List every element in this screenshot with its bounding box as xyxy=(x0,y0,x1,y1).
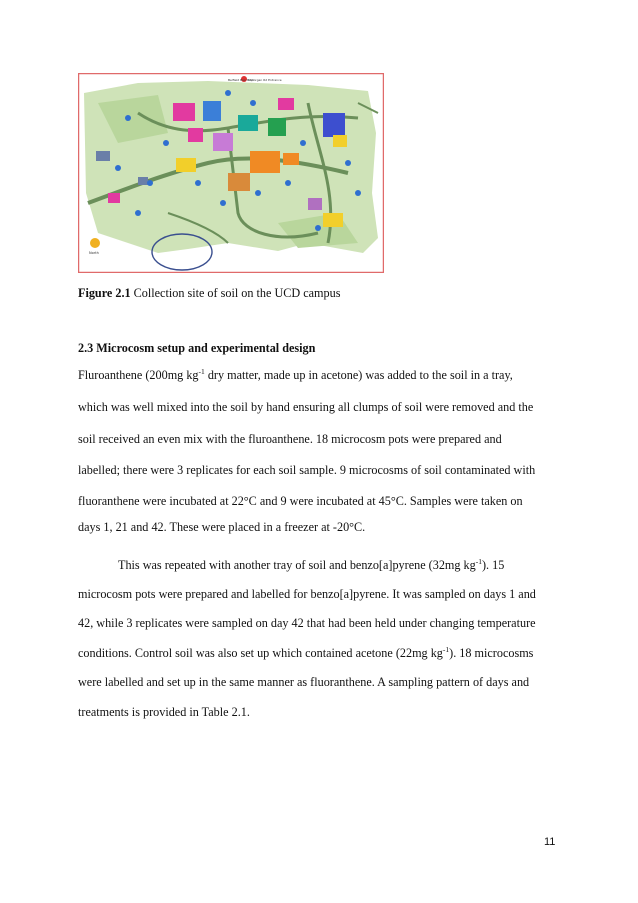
map-label-bus-stop: Belfield Bus Stop xyxy=(228,78,254,82)
north-arrow-icon xyxy=(90,238,100,248)
building-blue xyxy=(203,101,221,121)
building-purple xyxy=(213,133,233,151)
p2-line-4: conditions. Control soil was also set up which contained acetone (22mg $kg^{-1}$). 18 microcosms xyxy=(78,645,534,660)
campus-map xyxy=(78,73,384,273)
p1-line-5: fluoranthene were incubated at 22°C and 9 were incubated at 45°C. Samples were taken on xyxy=(78,494,523,508)
collection-site-highlight xyxy=(148,231,218,271)
building-teal xyxy=(238,115,258,131)
p1-line-3: soil received an even mix with the fluroanthene. 18 microcosm pots were prepared and xyxy=(78,432,502,446)
section-heading: 2.3 Microcosm setup and experimental design xyxy=(78,341,316,355)
collection-site-circle xyxy=(152,234,212,270)
figure-label: Figure 2.1 xyxy=(78,286,131,300)
p2-line-5: were labelled and set up in the same manner as fluoranthene. A sampling pattern of days and xyxy=(78,675,530,689)
p2-line-3: 42, while 3 replicates were sampled on day 42 that had been held under changing temperature xyxy=(78,616,536,630)
map-label-north: North xyxy=(89,251,99,255)
p2-line-2: microcosm pots were prepared and labelled for benzo[a]pyrene. It was sampled on days 1 and xyxy=(78,587,536,601)
p1-line-4: labelled; there were 3 replicates for each soil sample. 9 microcosms of soil contaminated with xyxy=(78,463,536,477)
p2-line-6: treatments is provided in Table 2.1. xyxy=(78,705,250,719)
page-number: 11 xyxy=(544,836,556,848)
p1-line-6: days 1, 21 and 42. These were placed in a freezer at -20°C. xyxy=(78,520,366,534)
p2-line-1: This was repeated with another tray of soil and benzo[a]pyrene (32mg $kg^{-1}$). 15 xyxy=(118,557,505,572)
map-label-entrance: Stillorgan Rd Entrance xyxy=(248,78,282,82)
figure-caption-text: Collection site of soil on the UCD campus xyxy=(133,286,341,300)
building-yellow xyxy=(333,135,347,147)
figure-caption xyxy=(78,286,340,301)
p1-line-2: which was well mixed into the soil by hand ensuring all clumps of soil were removed and the xyxy=(78,400,534,414)
building-green xyxy=(268,118,286,136)
building-indigo xyxy=(323,113,345,137)
campus-map-figure xyxy=(78,73,384,273)
p1-line-1: Fluroanthene (200mg $kg^{-1}$ dry matter, made up in acetone) was added to the soil in a tray, xyxy=(78,367,513,382)
building-orange xyxy=(250,151,280,173)
building-magenta xyxy=(173,103,195,121)
